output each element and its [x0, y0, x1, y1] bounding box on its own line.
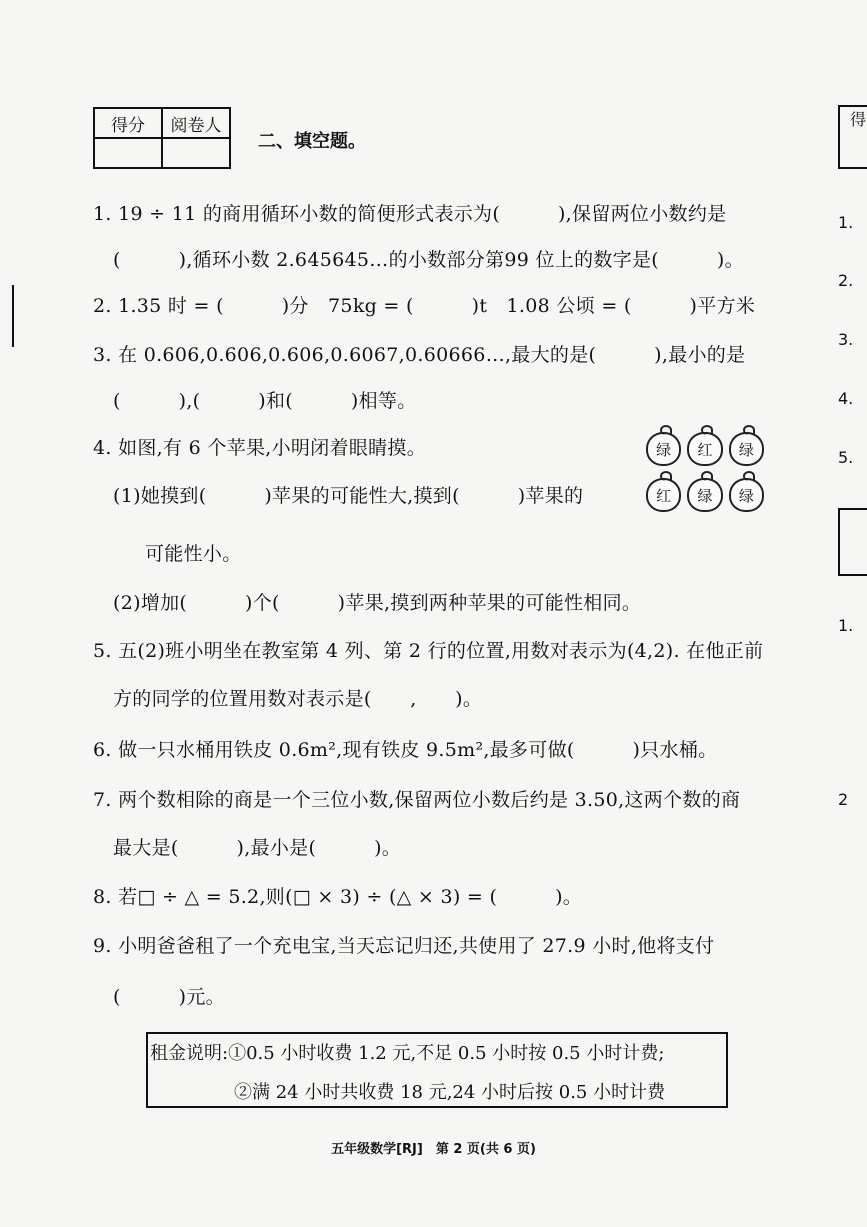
edge-score-box: 得 — [838, 105, 867, 169]
question-4-line-4: (2)增加( )个( )苹果,摸到两种苹果的可能性相同。 — [113, 592, 642, 614]
question-1-line-2: ( ),循环小数 2.645645…的小数部分第99 位上的数字是( )。 — [113, 249, 744, 271]
edge-number: 4. — [838, 389, 854, 408]
edge-number: 3. — [838, 330, 854, 349]
edge-number: 1. — [838, 213, 854, 232]
question-8: 8. 若□ ÷ △ = 5.2,则(□ × 3) ÷ (△ × 3) = ( )。 — [93, 886, 583, 908]
question-9-line-1: 9. 小明爸爸租了一个充电宝,当天忘记归还,共使用了 27.9 小时,他将支付 — [93, 935, 715, 957]
question-7-line-2: 最大是( ),最小是( )。 — [113, 837, 402, 859]
question-5-line-1: 5. 五(2)班小明坐在教室第 4 列、第 2 行的位置,用数对表示为(4,2). 在他正前 — [93, 640, 764, 662]
apple-icon: 绿 — [646, 432, 681, 466]
score-cell[interactable] — [94, 138, 162, 168]
question-7-line-1: 7. 两个数相除的商是一个三位小数,保留两位小数后约是 3.50,这两个数的商 — [93, 789, 741, 811]
page-footer: 五年级数学[RJ] 第 2 页(共 6 页) — [331, 1142, 536, 1157]
question-4-line-3: 可能性小。 — [145, 543, 242, 565]
question-1-line-1: 1. 19 ÷ 11 的商用循环小数的简便形式表示为( ),保留两位小数约是 — [93, 203, 727, 225]
grader-cell[interactable] — [162, 138, 230, 168]
question-2: 2. 1.35 时 = ( )分 75kg = ( )t 1.08 公顷 = ( )平方米 — [93, 295, 756, 317]
question-6: 6. 做一只水桶用铁皮 0.6m²,现有铁皮 9.5m²,最多可做( )只水桶。 — [93, 739, 718, 761]
rental-rule-1: 租金说明:①0.5 小时收费 1.2 元,不足 0.5 小时按 0.5 小时计费; — [150, 1043, 665, 1064]
score-header: 得分 — [94, 108, 162, 138]
edge-number: 2 — [838, 790, 849, 809]
question-3-line-2: ( ),( )和( )相等。 — [113, 390, 417, 412]
edge-box-2 — [838, 508, 867, 576]
apple-row-1 — [646, 432, 764, 466]
rental-rules-box — [146, 1032, 728, 1108]
grader-header: 阅卷人 — [162, 108, 230, 138]
apple-row-2 — [646, 478, 764, 512]
section-title: 二、填空题。 — [258, 131, 366, 152]
binding-mark — [4, 285, 14, 347]
apple-icon: 绿 — [729, 432, 764, 466]
apple-icon: 红 — [646, 478, 681, 512]
apple-figure — [646, 432, 764, 524]
question-9-line-2: ( )元。 — [113, 986, 225, 1008]
question-3-line-1: 3. 在 0.606,0.606,0.606,0.6067,0.60666…,最大的是( ),最小的是 — [93, 344, 746, 366]
question-4-line-1: 4. 如图,有 6 个苹果,小明闭着眼睛摸。 — [93, 437, 427, 459]
edge-number: 2. — [838, 271, 854, 290]
edge-number: 5. — [838, 448, 854, 467]
apple-icon: 绿 — [687, 478, 722, 512]
apple-icon: 绿 — [729, 478, 764, 512]
score-table — [93, 107, 231, 169]
edge-number: 1. — [838, 616, 854, 635]
question-5-line-2: 方的同学的位置用数对表示是( , )。 — [113, 688, 483, 710]
question-4-line-2: (1)她摸到( )苹果的可能性大,摸到( )苹果的 — [113, 485, 584, 507]
apple-icon: 红 — [687, 432, 722, 466]
rental-rule-2: ②满 24 小时共收费 18 元,24 小时后按 0.5 小时计费 — [234, 1082, 666, 1103]
